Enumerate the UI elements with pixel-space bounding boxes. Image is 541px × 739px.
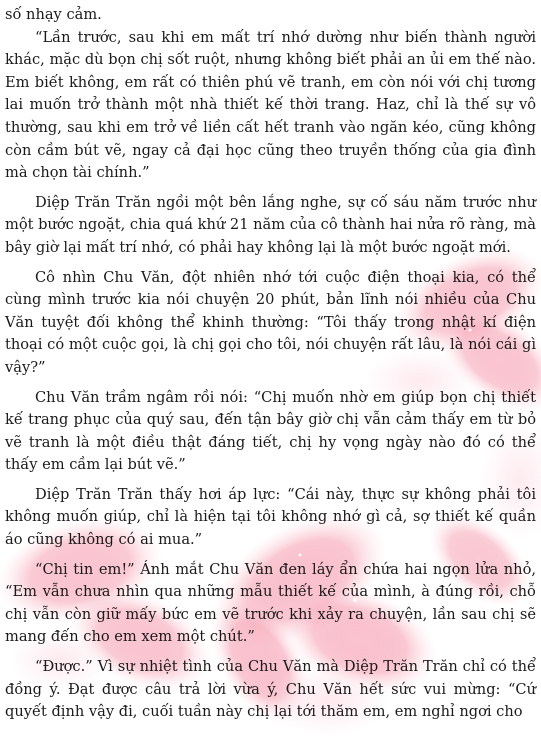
paragraph: Diệp Trăn Trăn thấy hơi áp lực: “Cái này, thực sự không phải tôi không muốn giúp, chỉ là hiện tại tôi không nhớ gì cả, sợ thiết kế quần áo cũng không có ai mua.” [5, 485, 536, 549]
paragraph: số nhạy cảm. [5, 6, 102, 23]
paragraph: “Lần trước, sau khi em mất trí nhớ dường như biến thành người khác, mặc dù bọn chị sốt ruột, nhưng không biết phải an ủi em thế nào. Em biết không, em rất có thiên phú vẽ tranh, em còn nói với chị tương lai muốn trở thành một nhà thiết kế thời trang. Haz, chỉ là thế sự vô thường, sau khi em trở về liền cất hết tranh vào ngăn kéo, cũng không còn cầm bút vẽ, ngay cả đại học cũng theo truyền thống của gia đình mà chọn tài chính.” [5, 28, 536, 182]
paragraph: “Được.” Vì sự nhiệt tình của Chu Văn mà Diệp Trăn Trăn chỉ có thể đồng ý. Đạt được câu trả lời vừa ý, Chu Văn hết sức vui mừng: “Cứ quyết định vậy đi, cuối tuần này chị lại tới thăm em, em nghỉ ngơi cho [5, 658, 536, 721]
paragraph: Chu Văn trầm ngâm rồi nói: “Chị muốn nhờ em giúp bọn chị thiết kế trang phục của quý sau, đến tận bây giờ chị vẫn cảm thấy em từ bỏ vẽ tranh là một điều thật đáng tiết, chị hy vọng ngày nào đó có thể thấy em cầm lại bút vẽ.” [5, 388, 536, 474]
paragraph: “Chị tin em!” Ánh mắt Chu Văn đen láy ẩn chứa hai ngọn lửa nhỏ, “Em vẫn chưa nhìn qua những mẫu thiết kế của mình, à đúng rồi, chỗ chị vẫn còn giữ mấy bức em vẽ trước khi xảy ra chuyện, lần sau chị sẽ mang đến cho em xem một chút.” [5, 560, 536, 646]
paragraph: Cô nhìn Chu Văn, đột nhiên nhớ tới cuộc điện thoại kia, có thể cùng mình trước kia nói chuyện 20 phút, bản lĩnh nói nhiều của Chu Văn tuyệt đối không thể khinh thường: “Tôi thấy trong nhật kí điện thoại có một cuộc gọi, là chị gọi cho tôi, nói chuyện rất lâu, là nói cái gì vậy?” [5, 268, 536, 376]
paragraph: Diệp Trăn Trăn ngồi một bên lắng nghe, sự cố sáu năm trước như một bước ngoặt, chia quá khứ 21 năm của cô thành hai nửa rõ ràng, mà bây giờ lại mất trí nhớ, có phải hay không lại là một bước ngoặt mới. [5, 193, 536, 256]
